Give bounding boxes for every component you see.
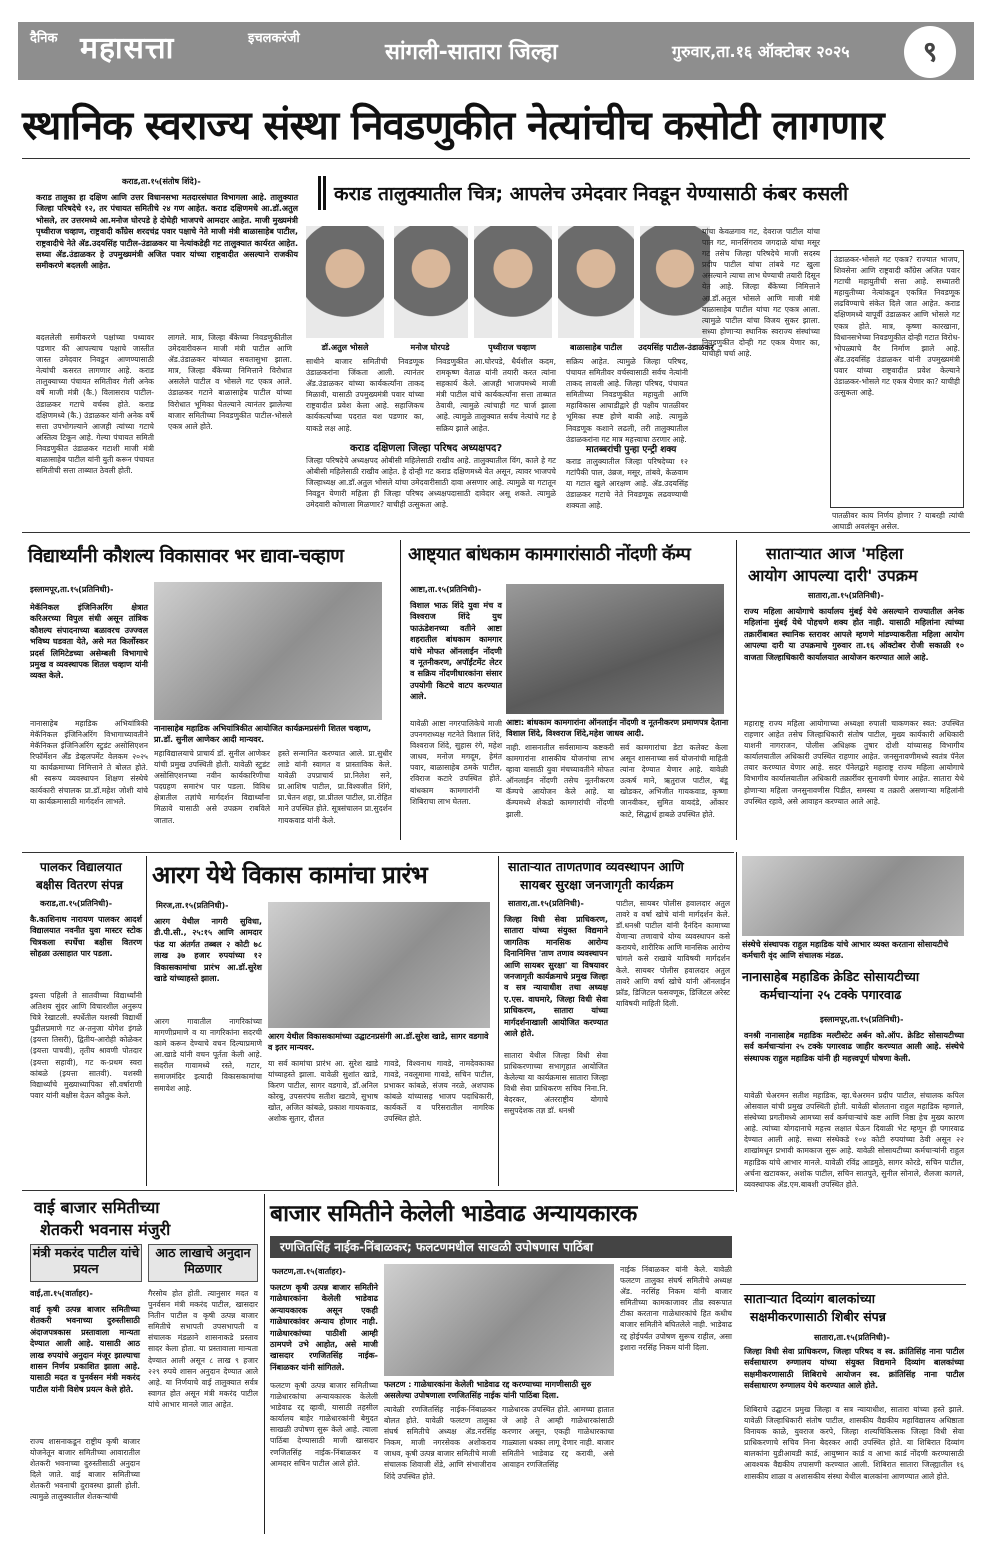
portrait-name: पृथ्वीराज चव्हाण (488, 343, 536, 352)
portrait-name: डॉ.अतुल भोसले (321, 343, 369, 352)
masthead-city: इचलकरंजी (248, 31, 300, 46)
lead-column: लागले. मात्र, जिल्हा बँकेच्या निवडणुकीतील उमेदवारीवरून माजी मंत्री पाटील आणि ॲड.उंडाळकर यांच्यात सवतासुभा झाला. मात्र, जिल्हा बँकेच्या निमित्ताने विरोधात असलेले पाटील व भोसले गट एकत्र आले. उंडाळकर गटाने बाळासाहेब पाटील यांच्या विरोधात भूमिका घेतल्याने त्यानंतर झालेल्या बाजार समितीच्या निवडणुकीत पाटील-भोसले एकत्र आले होते. (168, 333, 292, 431)
column-rule (736, 852, 737, 1192)
sub-text: कराड तालुक्यातील जिल्हा परिषदेच्या १२ गटांपैकी पाल, उंब्रज, मसूर, तांबवे, केळवाम या गटात खुले आरक्षण आहे. ॲड.उदयसिंह उंडाळकर गटाचे नेते निवडणूक लढवण्याची शक्यता आहे. (566, 457, 688, 511)
article-body: नानासाहेब महाडिक अभियांत्रिकी मेकॅनिकल इंजिनिअरिंग विभागाच्यावतीने मेकॅनिकल इंजिनिअरिंग स्टुडंट असोसिएशन रिफॉर्मेशन ॲंड डेव्हलपमेंट वेलकम २०२५ या कार्यक्रमाच्या निमित्ताने ते बोलत होते. श्री स्वरूप व्यवस्थापन शिक्षण संस्थेचे कार्यकारी संचालक प्रा.डॉ.महेश जोशी यांचे या कार्यक्रमासाठी मार्गदर्शन लाभले. (30, 719, 148, 806)
article-body: गावडे, विश्वनाथ गावडे, नामदेवकाका गावडे, नवलूमामा गावडे, सचिन पाटील, प्रभाकर कांबळे, संजय नरळे, अशपाक कांबळे यांच्यासह भाजप पदाधिकारी, कार्यकर्ते व परिसरातील नागरिक उपस्थित होते. (384, 1059, 494, 1124)
article-body: यावेळी चेअरमन सतीश महाडिक, व्हा.चेअरमन प्रदीप पाटील, संचालक कपिल ओसवाल यांची प्रमुख उपस्थिती होती. यावेळी बोलताना राहुल महाडिक म्हणाले, संस्थेच्या प्रगतीमध्ये आमच्या सर्व कर्मचाऱ्यांचे कष्ट आणि निष्ठा हेच मुख्य कारण आहे. त्यांच्या योगदानाचे महत्त्व लक्षात घेऊन दिवाळी भेट म्हणून ही पगारवाढ देण्यात आली आहे. सध्या संस्थेकडे १०४ कोटी रुपयांच्या ठेवी असून २२ शाखांमधून प्रभावी कामकाज सुरू आहे. यावेळी सोसायटीच्या कर्मचाऱ्यांनी राहुल महाडिक यांचे आभार मानले. यावेळी रविंद्र आडमुठे, सागर कोरडे, सचिन पाटील, अर्चना खटावकर, अशोक पाटील, सचिन सातपुते, सुनील सोनाले, शैलजा कागले, व्यवस्थापक ॲड.एम.बाबशी उपस्थित होते. (744, 1091, 964, 1189)
article-body: त्यावेळी रणजितसिंह नाईक-निंबाळकर बोलत होते. यावेळी फलटण तालुका संघर्ष समितीचे अध्यक्ष ॲड.नरसिंह निकम, माजी नगरसेवक अशोकराव जाधव, कृषी उत्पन्न बाजार समितीचे माजी संचालक शिवाजी शेंडे, आणि संभाजीराव शिंदे उपस्थित होते. (384, 1405, 496, 1481)
article-body: नाही. शासनातील सर्वसामान्य कष्टकरी कामगारांना शासकीय योजनांचा लाभ व्हावा यासाठी युवा मंचच्यावतीने मोफत ऑनलाईन नोंदणी तसेच नूतनीकरण कॅम्पचे आयोजन केले आहे. या कॅम्पमध्ये शेकडो कामगारांची नोंदणी झाली. (506, 743, 614, 819)
portrait-name: बाळासाहेब पाटील (569, 343, 623, 352)
portrait-photo (394, 226, 468, 338)
article-intro: राज्य महिला आयोगाचे कार्यालय मुंबई येथे असल्याने राज्यातील अनेक महिलांना मुंबई येथे पोहचणे शक्य होत नाही. यासाठी महिलांना त्यांच्या तक्रारींबाबत स्थानिक स्तरावर आपले म्हणणे मांडण्याकरीता महिला आयोग आपल्या दारी या उपक्रमाचे गुरुवार ता.१६ ऑक्टोबर रोजी सकाळी १० वाजता जिल्हाधिकारी कार्यालयात आयोजन करण्यात आले आहे. (744, 607, 964, 662)
sub-heading: कराड दक्षिणला जिल्हा परिषद अध्यक्षपद? (350, 443, 503, 454)
article-headline: बाजार समितीने केलेली भाडेवाढ अन्यायकारक (270, 1201, 637, 1227)
news-photo (384, 1264, 614, 1376)
article-headline: वाई बाजार समितीच्या (34, 1198, 160, 1217)
divider (22, 158, 970, 159)
article-body: पाटील, सायबर पोलीस हवालदार अतुल तावरे व वर्षा खोचे यांनी मार्गदर्शन केले. डॉ.धनश्री पाटील यांनी दैनंदिन कामाच्या येणाऱ्या तणावाचे योग्य व्यवस्थापन कसे करायचे, शारीरिक आणि मानसिक आरोग्य चांगले कसे राखावे याविषयी मार्गदर्शन केले. सायबर पोलीस हवालदार अतुल तावरे आणि वर्षा खोचे यांनी ऑनलाईन फ्रॉड, डिजिटल फसवणूक, डिजिटल अरेस्ट याविषयी माहिती दिली. (616, 899, 730, 1008)
lead-sidebar-end: पातळीवर काय निर्णय होणार ? याबरही त्यांची आघाडी अवलंबून असेल. (832, 511, 964, 532)
article-dateline: आष्टा,ता.१५(प्रतिनिधी)- (410, 585, 482, 594)
article-headline: कर्मचाऱ्यांना २५ टक्के पगारवाढ (760, 987, 902, 1002)
divider (22, 532, 970, 533)
article-body: यावेळी आष्टा नगरपालिकेचे माजी उपनगराध्यक्ष गटनेते विशाल शिंदे, विश्वराज शिंदे, सुहास रंगे, महेश जाधव, मनोज मगदूम, हेमंत पवार, बाळासाहेब ठमके पाटील, रविराज कटारे उपस्थित होते. बांधकाम कामगारांनी या शिबिराचा लाभ घेतला. (410, 719, 502, 806)
lead-column: साथीने बाजार समितीची निवडणूक उंडाळकरांना जिंकता आली. त्यानंतर ॲड.उंडाळकर यांच्या कार्यकर्त्यांना ताकद मिळावी, यासाठी उपमुख्यमंत्री पवार यांच्या राष्ट्रवादीत प्रवेश केला आहे. सहाजिकच कार्यकर्त्यांच्या पदरात यश पडणार का, याकडे लक्ष आहे. (306, 357, 424, 433)
article-intro: वनश्री नानासाहेब महाडिक मल्टीस्टेट अर्बन को.ऑप. क्रेडिट सोसायटीच्या सर्व कर्मचाऱ्यांना २५ टक्के पगारवाढ जाहीर करण्यात आली आहे. संस्थेचे संस्थापक राहुल महाडिक यांनी ही महत्त्वपूर्ण घोषणा केली. (744, 1031, 964, 1063)
sub-text: जिल्हा परिषदेचे अध्यक्षपद ओबीसी महिलेसाठी राखीव आहे. तालुक्यातील विंग, काले हे गट ओबीसी महिलेसाठी राखीव आहेत. हे दोन्ही गट कराड दक्षिणमध्ये येत असून, त्यावर भाजपचे जिल्हाध्यक्ष आ.डॉ.अतुल भोसले यांचा उमेदवारीसाठी दावा असणार आहे. त्यामुळे या गटातून निवडून येणारी महिला ही जिल्हा परिषद अध्यक्षपदासाठी दावेदार असू शकते. त्यामुळे उमेदवारी कोणाला मिळणार? याचीही उत्सुकता आहे. (306, 456, 556, 510)
news-photo (742, 856, 964, 936)
article-body: महाराष्ट्र राज्य महिला आयोगाच्या अध्यक्षा रुपाली चाकणकर स्वत: उपस्थित राहणार आहेत तसेच जिल्हाधिकारी संतोष पाटील, मुख्य कार्यकारी अधिकारी याशनी नागराजन, पोलीस अधिक्षक तुषार दोशी यांच्यासह विभागीय कार्यालयातील अधिकारी उपस्थित राहणार आहेत. जनसुनावणीमध्ये स्वतंत्र पॅनेल तयार करण्यात येणार आहे. सदर पॅनेलद्वारे महाराष्ट्र राज्य महिला आयोगाचे विभागीय कार्यालयातील अधिकारी तक्रारींवर सुनावणी घेणार आहेत. सातारा येथे होणाऱ्या महिला जनसुनावणीस पिडीत, समस्या व तक्रारी असणाऱ्या महिलांनी उपस्थित रहावे, असे आवाहन करण्यात आले आहे. (744, 719, 964, 806)
article-dateline: सातारा,ता.१५(प्रतिनिधी)- (508, 899, 584, 908)
lead-intro: कराड तालुका हा दक्षिण आणि उत्तर विधानसभा मतदारसंघात विभागला आहे. तालुक्यात जिल्हा परिषदेचे १२, तर पंचायत समितीचे २४ गण आहेत. कराड दक्षिणमधे आ.डॉ.अतुल भोसले, तर उत्तरमध्ये आ.मनोज घोरपडे हे दोघेही भाजपचे आमदार आहेत. माजी मुख्यमंत्री पृथ्वीराज चव्हाण, राष्ट्रवादी काँग्रेस शरदचंद्र पवार पक्षाचे नेते माजी मंत्री बाळासाहेब पाटील, राष्ट्रवादीचे नेते ॲड.उदयसिंह पाटील-उंडाळकर या नेत्यांकडेही गट तालुक्यात कार्यरत आहेत. सध्या ॲड.उंडाळकर हे उपमुख्यमंत्री अजित पवार यांच्या राष्ट्रवादीत असल्याने राजकीय समीकरणे बदलली आहेत. (36, 193, 298, 271)
column-rule (736, 540, 737, 840)
article-headline: आरग येथे विकास कामांचा प्रारंभ (152, 861, 428, 889)
article-body: गाळेधारक उपस्थित होते. आमच्या हातात जे आहे ते आम्ही गाळेधारकांसाठी करणार असून, एकही गाळेधारकाचा गाळ्याला धक्का लागू देणार नाही. बाजार समितीने भाडेवाढ रद्द करावी, असे आवाहन रणजितसिंह (502, 1405, 614, 1470)
photo-caption: संस्थेचे संस्थापक राहुल महाडिक यांचे आभार व्यक्त करताना सोसायटीचे कर्मचारी वृंद आणि संचालक मंडळ. (742, 940, 949, 960)
lead-column: बदललेली समीकरणे पक्षांच्या पथ्यावर पडणार की आपल्याच पक्षाचे जास्तीत जास्त उमेदवार निवडून आणण्यासाठी नेत्यांची कसरत लागणार आहे. कराड तालुक्याच्या पंचायत समितीवर गेली अनेक वर्षे माजी मंत्री (कै.) विलासराव पाटील-उंडाळकर गटाचे वर्चस्व होते. कराड दक्षिणमध्ये (कै.) उंडाळकर यांनी अनेक वर्षे सत्ता उपभोगल्याने आजही त्यांच्या गटाचे अस्तित्व टिकून आहे. गेल्या पंचायत समिती निवडणुकीत उंडाळकर गटाशी माजी मंत्री बाळासाहेब पाटील यांनी युती करून पंचायत समितीची सत्ता ताब्यात ठेवली होती. (36, 333, 154, 476)
article-headline: पालकर विद्यालयात (40, 860, 122, 874)
column-rule (498, 856, 499, 1186)
article-headline: विद्यार्थ्यांनी कौशल्य विकासावर भर द्यावा-चव्हाण (28, 545, 344, 567)
lead-sidebar: उंडाळकर-भोसले गट एकत्र? राज्यात भाजप, शिवसेना आणि राष्ट्रवादी काँग्रेस अजित पवार गटाची महायुतीची सत्ता आहे. सध्यातरी महायुतीच्या नेत्यांकडून एकत्रित निवडणूक लढविण्याचे संकेत दिले जात आहेत. कराड दक्षिणमध्ये यापूर्वी उंडाळकर आणि भोसले गट एकत्र होते. मात्र, कृष्णा कारखाना, विधानसभेच्या निवडणुकीत दोन्ही गटात विरोध-भोपळ्याचे वैर निर्माण झाले आहे. ॲड.उदयसिंह उंडाळकर यांनी उपमुख्यमंत्री पवार यांच्या राष्ट्रवादीत प्रवेश केल्याने उंडाळकर-भोसले गट एकत्र येणार का? याचीही उत्सुकता आहे. (834, 255, 960, 398)
photo-caption: आष्टा: बांधकाम कामगारांना ऑनलाईन नोंदणी व नूतनीकरण प्रमाणपत्र देताना विशाल शिंदे, विश्वराज शिंदे,महेश जाधव आदी. (506, 718, 729, 738)
news-photo (154, 582, 382, 720)
lead-dateline: कराड,ता.१५(संतोष शिंदे)- (122, 177, 201, 186)
masthead-date: गुरुवार,ता.१६ ऑक्टोबर २०२५ (672, 42, 850, 61)
article-headline: सातार्‍यात आज 'महिला (766, 544, 904, 563)
article-body: सर्व कामगारांचा डेटा कलेक्ट केला असून शासनाच्या सर्व योजनांची माहिती त्यांना देण्यात येणार आहे. यावेळी उत्कर्ष माने, ऋतुराज पाटील, बंडू खोडकर, अभिजीत गायकवाड, कृष्णा जानवीकर, सुमित वायदंडे, ओंकार काटे, सिद्धार्थ हाबळे उपस्थित होते. (620, 743, 728, 819)
masthead-daily: दैनिक (30, 31, 58, 46)
lead-band: कराड तालुक्यातील चित्र; आपलेच उमेदवार निवडून येण्यासाठी कंबर कसली (334, 183, 848, 205)
portrait-name: मनोज घोरपडे (410, 343, 450, 352)
article-intro: जिल्हा विधी सेवा प्राधिकरण, जिल्हा परिषद व स्व. क्रांतिसिंह नाना पाटील सर्वसाधारण रुग्णालय यांच्या संयुक्त विद्यमाने दिव्यांग बालकांच्या सक्षमीकरणासाठी शिबिराचे आयोजन स्व. क्रांतिसिंह नाना पाटील सर्वसाधारण रुग्णालय येथे करण्यात आले होते. (744, 1347, 964, 1391)
article-body: हस्ते सन्मानित करण्यात आले. प्रा.सुधीर लाडे यांनी स्वागत व प्रास्ताविक केले. यावेळी उपप्राचार्य प्रा.निलेश सने, प्रा.आशिष पाटील, प्रा.विश्वजीत शिंगे, प्रा.चेतन शहा, प्रा.प्रीतल पाटील, प्रा.रोहित माने उपस्थित होते. सूत्रसंचालन प्रा.सुदर्शन गायकवाड यांनी केले. (278, 749, 392, 825)
article-body: इयत्ता पहिली ते सातवीच्या विद्यार्थ्यांनी अतिशय सुंदर आणि विचारशील अनुरूप चित्रे रेखाटली. स्पर्धेतील यशस्वी विद्यार्थी पुढीलप्रमाणे गट अ-तनुजा योगेश इंगळे (इयत्ता तिसरी), द्वितीय-आरोही कोळेकर (इयत्ता पाचवी), तृतीय श्रावणी पोतदार (इयत्ता सहावी), गट क-प्रथम स्वरा कांबळे (इयत्ता सातवी). यशस्वी विद्यार्थ्यांचे मुख्याध्यापिका सौ.वर्षाराणी पवार यांनी बक्षीस देऊन कौतुक केले. (30, 991, 142, 1100)
divider (22, 852, 734, 853)
article-dateline: वाई,ता.१५(वार्ताहर)- (30, 1289, 93, 1298)
article-headline: आयोग आपल्या दारी' उपक्रम (748, 566, 918, 585)
article-intro: फलटण कृषी उत्पन्न बाजार समितीने गाळेधारकांना केलेली भाडेवाढ अन्यायकारक असून एकही गाळेधारकांवर अन्याय होणार नाही. गाळेधारकांच्या पाठीशी आम्ही ठामपणे उभे आहोत, असे माजी खासदार रणजितसिंह नाईक-निंबाळकर यांनी सांगितले. (270, 1283, 378, 1372)
divider (22, 1190, 734, 1191)
article-intro: वाई कृषी उत्पन्न बाजार समितीच्या शेतकरी भवनाच्या दुरुस्तीसाठी अंदाजपत्रकास प्रस्तावाला मान्यता देण्यात आली आहे. यासाठी आठ लाख रुपयांचे अनुदान मंजूर झाल्याचा शासन निर्णय प्रकाशित झाला आहे. यासाठी मदत व पुनर्वसन मंत्री मकरंद पाटील यांनी विशेष प्रयत्न केले होते. (30, 1305, 140, 1394)
article-intro: आरग येथील नागरी सुविधा, डी.पी.सी., २५:१५ आणि आमदार फंड या अंतर्गत तब्बल २ कोटी ७८ लाख ३७ हजार रुपयांच्या १२ विकासकामांचा प्रारंभ आ.डॉ.सुरेश खाडे यांच्याहस्ते झाला. (154, 917, 262, 984)
article-dateline: इस्लामपूर,ता.१५(प्रतिनिधी)- (820, 1015, 904, 1024)
article-intro: कै.काशिनाथ नारायण पालकर आदर्श विद्यालयात नवनीत युवा मास्टर स्टोक चित्रकला स्पर्धेचा बक्षीस वितरण सोहळा उत्साहात पार पडला. (30, 915, 142, 959)
photo-caption: फलटण : गाळेधारकांना केलेली भाडेवाढ रद्द करण्याच्या मागणीसाठी सुरु असलेल्या उपोषणाला रणजितसिंह नाईक यांनी पाठिंबा दिला. (384, 1380, 592, 1400)
subhead-box: मंत्री मकरंद पाटील यांचे प्रयत्न (30, 1244, 142, 1282)
column-rule (264, 1194, 265, 1534)
portrait-photo (640, 226, 710, 338)
article-headline: सातार्‍यात ताणतणाव व्यवस्थापन आणि (508, 859, 684, 874)
article-intro: विशाल भाऊ शिंदे युवा मंच व विश्वराज शिंदे युथ फाऊंडेशनच्या वतीने आष्टा शहरातील बांधकाम कामगार यांचे मोफत ऑनलाईन नोंदणी व नूतनीकरण, अपॉईंटमेंट लेटर व सक्रिय नोंदणीधारकांना संसार उपयोगी किटचे वाटप करण्यात आले. (410, 601, 502, 702)
photo-caption: नानासाहेब महाडिक अभियांत्रिकीत आयोजित कार्यक्रमप्रसंगी शितल चव्हाण, प्रा.डॉ. सुनील आणेकर आदी मान्यवर. (154, 724, 372, 744)
article-headline: आष्ट्यात बांधकाम कामगारांसाठी नोंदणी कॅम्प (408, 544, 691, 565)
news-photo (506, 584, 724, 714)
article-headline: शेतकरी भवनास मंजुरी (40, 1220, 171, 1239)
portrait-photo (474, 226, 552, 338)
portrait-photo (306, 226, 384, 338)
article-intro: मेकॅनिकल इंजिनिअरिंग क्षेत्रात करिअरच्या विपुल संधी असून तांत्रिक कौशल्य संपादनाच्या बळावरच उज्ज्वल भविष्य घडवता येते, असे मत किर्लोस्कर प्रदर्स लिमिटेडच्या असेम्बली विभागाचे प्रमुख व व्यवस्थापक शितल चव्हाण यांनी व्यक्त केले. (30, 603, 148, 681)
article-body: महाविद्यालयाचे प्राचार्य डॉ. सुनील आणेकर यांची प्रमुख उपस्थिती होती. यावेळी स्टुडंट असोसिएशनच्या नवीन कार्यकारिणीचा पदग्रहण समारंभ पार पडला. विविध क्षेत्रातील तज्ञांचे मार्गदर्शन विद्यार्थ्यांना मिळावे यासाठी असे उपक्रम राबविले जातात. (154, 749, 270, 825)
article-body: फलटण कृषी उत्पन्न बाजार समितीच्या गाळेधारकांचा अन्यायकारक केलेली भाडेवाढ रद्द व्हावी, यासाठी तहसील कार्यालय बाहेर गाळेधारकांनी बेमुदत साखळी उपोषण सुरू केले आहे. त्याला पाठिंबा देण्यासाठी माजी खासदार रणजितसिंह नाईक-निंबाळकर व आमदार सचिन पाटील आले होते. (270, 1381, 378, 1468)
article-headline: सातार्‍यात दिव्यांग बालकांच्या (744, 1291, 876, 1306)
article-band: रणजितसिंह नाईक-निंबाळकर; फलटणमधील साखळी उपोषणास पाठिंबा (270, 1236, 732, 1258)
article-intro: जिल्हा विधी सेवा प्राधिकरण, सातारा यांच्या संयुक्त विद्यमाने जागतिक मानसिक आरोग्य दिनानिमित्त 'ताण तणाव व्यवस्थापन आणि सायबर सुरक्षा' या विषयावर जनजागृती कार्यक्रमाचे प्रमुख जिल्हा व सत्र न्यायाधीश तथा अध्यक्ष ए.एस. वाघमारे, जिल्हा विधी सेवा प्राधिकरण, सातारा यांच्या मार्गदर्शनाखाली आयोजित करण्यात आले होते. (504, 915, 608, 1039)
article-headline: नानासाहेब महाडिक क्रेडिट सोसायटीच्या (742, 969, 920, 984)
article-body: सातारा येथील जिल्हा विधी सेवा प्राधिकरणाच्या सभागृहात आयोजित केलेल्या या कार्यक्रमास सातारा जिल्हा विधी सेवा प्राधिकरण सचिव निना.नि. बेदरकर, अंतरराष्ट्रीय योगाचे ससुपदेशक तज्ञ डॉ. धनश्री (504, 1051, 608, 1116)
portrait-photo (558, 226, 634, 338)
article-dateline: फलटण,ता.१५(वार्ताहर)- (272, 1267, 346, 1276)
article-body: शिबिराचे उद्घाटन प्रमुख जिल्हा व सत्र न्यायाधीश, सातारा यांच्या हस्ते झाले. यावेळी जिल्हाधिकारी संतोष पाटील, शासकीय वैद्यकीय महाविद्यालय अधिष्ठाता विनायक काळे, युवराज करपे, जिल्हा शल्यचिकित्सक जिल्हा विधी सेवा प्राधिकरणाचे सचिव निना बेदरकर आदी उपस्थित होते. या शिबिरात दिव्यांग बालकांना युडीआयडी कार्ड, आयुष्मान कार्ड व आभा कार्ड नोंदणी करण्यासाठी आवश्यक वैद्यकीय तपासणी करण्यात आली. शिबिरात सातारा जिल्ह्यातील १६ शासकीय शाळा व अशासकीय संस्था येथील बालकांना आणण्यात आले होते. (744, 1405, 964, 1481)
article-dateline: इस्लामपूर,ता.१५(प्रतिनिधी)- (30, 585, 114, 594)
article-headline: सायबर सुरक्षा जनजागृती कार्यक्रम (520, 877, 674, 892)
article-dateline: सातारा,ता.१५(प्रतिनिधी)- (814, 1333, 890, 1342)
article-body: नाईक निंबाळकर यांनी केले. यावेळी फलटण तालुका संघर्ष समितीचे अध्यक्ष ॲड. नरसिंह निकम यांनी बाजार समितीच्या कामकाजावर तीव्र स्वरूपात टीका करताना गाळेधारकांचे हित कधीच बाजार समितीने बघितलेले नाही. भाडेवाढ रद्द होईपर्यंत उपोषण सुरूच राहील, असा इशारा नरसिंह निकम यांनी दिला. (620, 1265, 732, 1352)
article-body: आरग गावातील नागरिकांच्या मागणीप्रमाणे व या नागरिकांना सदरची कामे करून देण्याचे वचन दिल्याप्रमाणे आ.खाडे यांनी वचन पूर्तता केली आहे. सदरील गावामध्ये रस्ते, गटार, समाजमंदिर इत्यादी विकासकामांचा समावेश आहे. (154, 1017, 262, 1093)
subhead-box: आठ लाखाचे अनुदान मिळणार (148, 1244, 258, 1282)
masthead-section: सांगली-सातारा जिल्हा (385, 40, 558, 65)
article-headline: सक्षमीकरणासाठी शिबीर संपन्न (750, 1309, 886, 1324)
article-headline: बक्षीस वितरण संपन्न (36, 878, 124, 892)
lead-headline: स्थानिक स्वराज्य संस्था निवडणुकीत नेत्यांचीच कसोटी लागणार (22, 102, 884, 149)
photo-caption: आरग येथील विकासकामांच्या उद्घाटनप्रसंगी आ.डॉ.सुरेश खाडे, सागर वडगावे व इतर मान्यवर. (268, 1032, 489, 1052)
lead-column: सक्रिय आहेत. त्यामुळे जिल्हा परिषद, पंचायत समितीवर वर्चस्वासाठी सर्वच नेत्यांनी ताकद लावली आहे. जिल्हा परिषद, पंचायत समितीच्या निवडणुकीत महायुती आणि महाविकास आघाडीद्वारे ही पक्षीय पातळीवर भूमिका स्पष्ट होणे बाकी आहे. त्यामुळे निवडणूक कशाने लढली, तरी तालुक्यातील उंडाळकरांना गट मात्र महत्त्वाचा ठरणार आहे. (566, 357, 688, 444)
lead-column: निवडणुकीत आ.घोरपडे, धैर्यशील कदम, रामकृष्ण वेताळ यांनी तयारी करत त्यांना सहकार्य केले. आजही भाजपमध्ये माजी मंत्री पाटील यांचे कार्यकर्त्यांना सत्ता ताब्यात ठेवावी, त्यामुळे त्यांचाही गट चार्ज झाला आहे. त्यामुळे तालुक्यात सर्वच नेत्यांचे गट हे सक्रिय झाले आहेत. (436, 357, 556, 433)
column-rule (400, 540, 401, 840)
article-dateline: कराड,ता.१५(प्रतिनिधी)- (40, 899, 113, 908)
sub-heading: मातब्बरांची पुन्हा एन्ट्री शक्य (586, 445, 677, 455)
article-body: या सर्व कामांचा प्रारंभ आ. सुरेश खाडे यांच्याहस्ते झाला. यावेळी सुशांत खाडे, किरण पाटील, सागर वडगावे, डॉ.अनिल कोरबु, उपसरपंच सतीश खटावे, सुभाष खोत, अजित कांबळे, प्रकाश गायकवाड, अशोक सुतार, दौलत (268, 1059, 378, 1124)
news-photo (268, 902, 490, 1028)
article-dateline: मिरज,ता.१५(प्रतिनिधी)- (156, 901, 229, 910)
article-dateline: सातारा,ता.१५(प्रतिनिधी)- (808, 591, 884, 600)
lead-column: यांचा केवळगाव गट, देवराज पाटील यांचा पाल गट, मानसिंगराव जगदाळे यांचा मसूर गट तसेच जिल्हा परिषदेचे माजी सदस्य प्रदीप पाटील यांचा तांबवे गट खुला असल्याने त्याचा लाभ घेण्याची तयारी दिसून येत आहे. जिल्हा बँकेच्या निमित्ताने आ.डॉ.अतुल भोसले आणि माजी मंत्री बाळासाहेब पाटील यांचा गट एकत्र आला. त्यामुळे पाटील यांचा विजय सुकर झाला. सध्या होणाऱ्या स्थानिक स्वराज्य संस्थांच्या निवडणुकीत दोन्ही गट एकत्र येणार का, याचीही चर्चा आहे. (702, 227, 820, 359)
masthead-brand: महासत्ता (80, 31, 175, 66)
divider (740, 1284, 966, 1285)
column-rule (146, 856, 147, 1186)
portrait-name: उदयसिंह पाटील-उंडाळकर (638, 343, 714, 352)
article-body: राज्य शासनाकडून राष्ट्रीय कृषी बाजार योजनेतून बाजार समितीच्या आवारातील शेतकरी भवनाच्या दुरुस्तीसाठी अनुदान दिले जाते. वाई बाजार समितीच्या शेतकरी भवनाची दुरावस्था झाली होती. त्यामुळे तालुक्यातील शेतकऱ्यांची (30, 1437, 140, 1502)
article-body: गैरसोय होत होती. त्यानुसार मदत व पुनर्वसन मंत्री मकरंद पाटील, खासदार नितीन पाटील व कृषी उत्पन्न बाजार समितीचे सभापती उपसभापती व संचालक मंडळाने शासनाकडे प्रस्ताव सादर केला होता. या प्रस्तावाला मान्यता देण्यात आली असून ८ लाख ९ हजार २२९ रुपये शासन अनुदान देण्यात आले आहे. या निर्णयाचे वाई तालुक्यात सर्वत्र स्वागत होत असून मंत्री मकरंद पाटील यांचे आभार मानले जात आहेत. (148, 1289, 258, 1409)
band-marker (318, 176, 326, 210)
page-number: ९ (904, 26, 956, 78)
